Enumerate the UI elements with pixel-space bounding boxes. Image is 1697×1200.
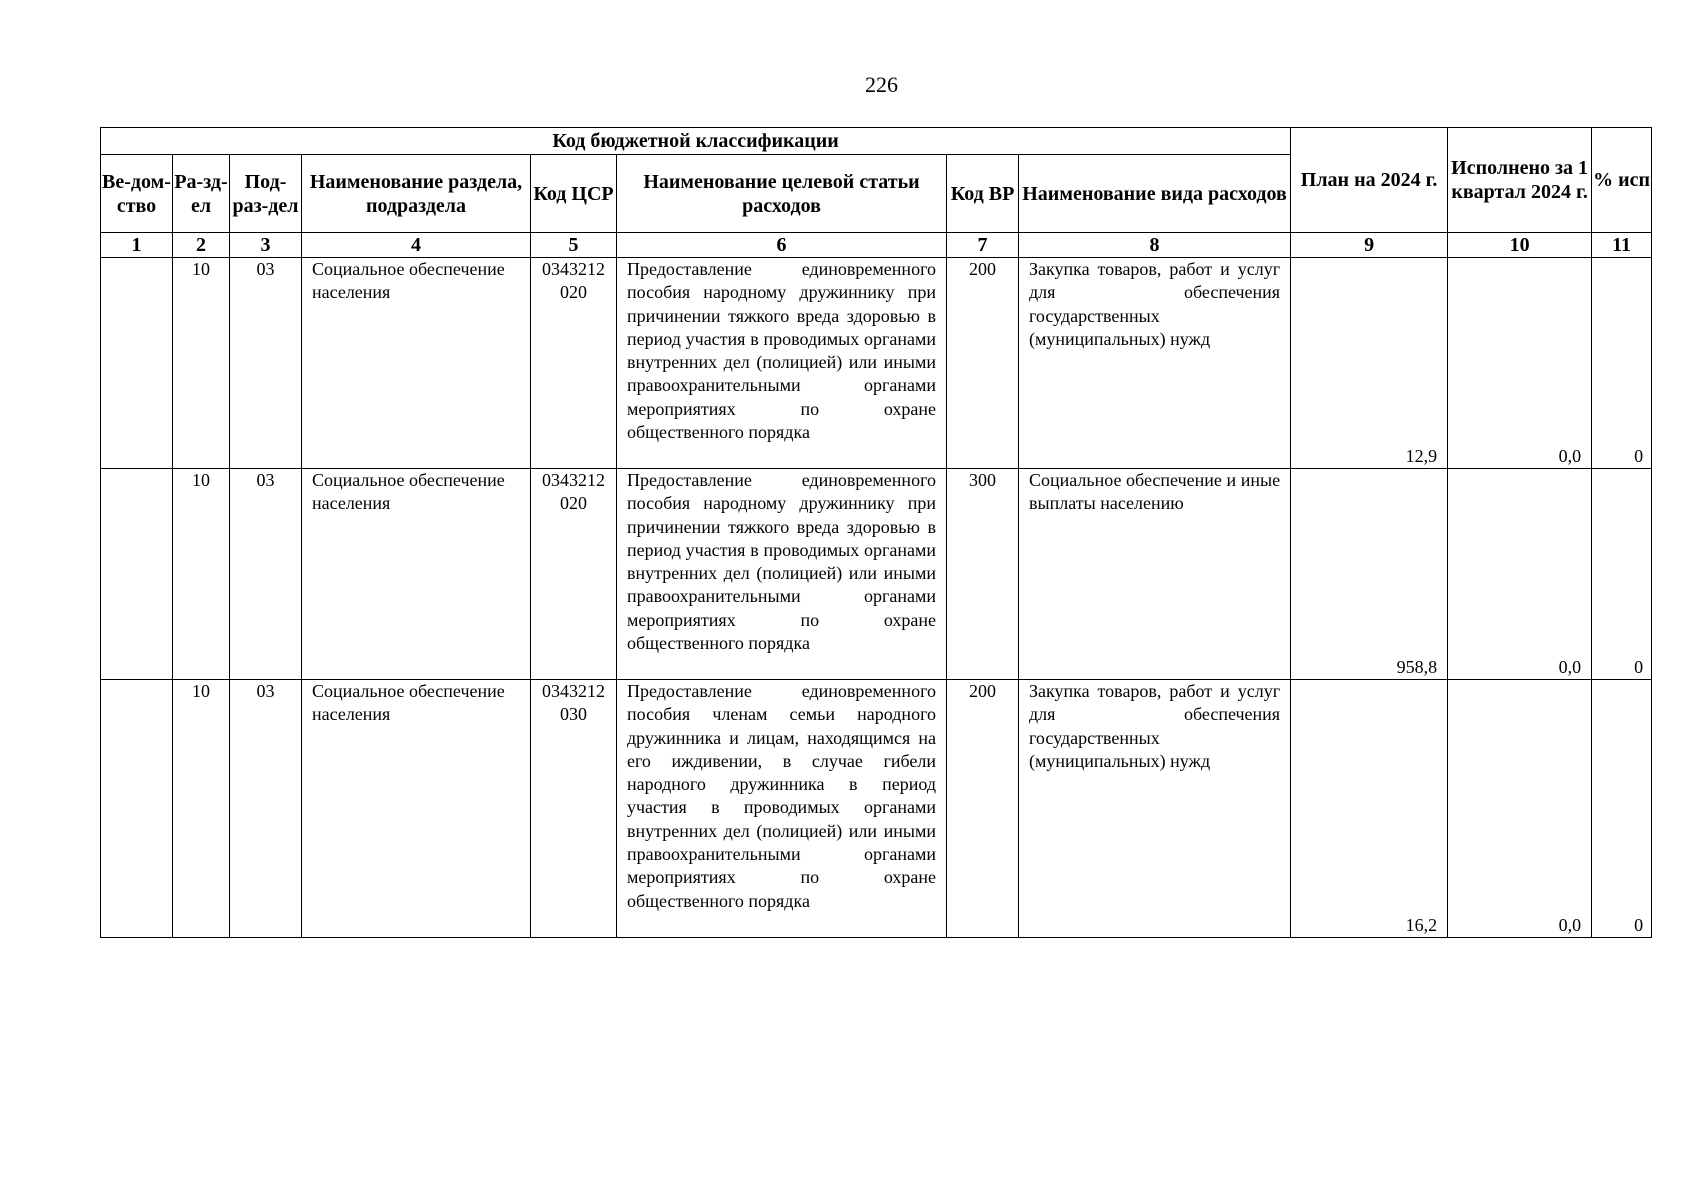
executed-cell: 0,0 bbox=[1448, 469, 1592, 680]
column-number: 2 bbox=[173, 233, 230, 258]
header-col-6: Наименование целевой статьи расходов bbox=[617, 155, 947, 233]
target-article-cell: Предоставление единовременного пособия народному дружиннику при причинении тяжкого вреда здоровью в период участия в проводимых органами внутренних дел (полицией) или иными правоохранительными органами мероприятиях по охране общественного порядка bbox=[617, 258, 947, 469]
percent-cell: 0 bbox=[1592, 258, 1652, 469]
column-number: 3 bbox=[230, 233, 302, 258]
header-col-4: Наименование раздела, подраздела bbox=[302, 155, 531, 233]
column-number: 10 bbox=[1448, 233, 1592, 258]
column-number: 1 bbox=[101, 233, 173, 258]
razdel-name-cell: Социальное обеспечение населения bbox=[302, 469, 531, 680]
column-number: 9 bbox=[1291, 233, 1448, 258]
podrazdel-cell: 03 bbox=[230, 469, 302, 680]
vedomstvo-cell bbox=[101, 680, 173, 938]
column-number: 7 bbox=[947, 233, 1019, 258]
page-number: 226 bbox=[865, 72, 898, 97]
header-col-3: Под-раз-дел bbox=[230, 155, 302, 233]
plan-cell: 16,2 bbox=[1291, 680, 1448, 938]
header-col-5: Код ЦСР bbox=[531, 155, 617, 233]
razdel-name-cell: Социальное обеспечение населения bbox=[302, 258, 531, 469]
header-col-10: Исполнено за 1 квартал 2024 г. bbox=[1448, 128, 1592, 233]
column-number-row bbox=[101, 233, 1652, 258]
header-col-2: Ра-зд-ел bbox=[173, 155, 230, 233]
percent-cell: 0 bbox=[1592, 469, 1652, 680]
plan-cell: 958,8 bbox=[1291, 469, 1448, 680]
vedomstvo-cell bbox=[101, 258, 173, 469]
header-group-title: Код бюджетной классификации bbox=[101, 128, 1291, 155]
csr-cell: 0343212030 bbox=[531, 680, 617, 938]
column-number: 11 bbox=[1592, 233, 1652, 258]
header-col-11: % исп bbox=[1592, 128, 1652, 233]
header-col-1: Ве-дом-ство bbox=[101, 155, 173, 233]
budget-table bbox=[100, 127, 1652, 938]
expense-type-cell: Социальное обеспечение и иные выплаты населению bbox=[1019, 469, 1291, 680]
table-row bbox=[101, 469, 1652, 680]
target-article-cell: Предоставление единовременного пособия членам семьи народного дружинника и лицам, находящимся на его иждивении, в случае гибели народного дружинника в период участия в проводимых органами внутренних дел (полицией) или иными правоохранительными органами мероприятиях по охране общественного порядка bbox=[617, 680, 947, 938]
csr-cell: 0343212020 bbox=[531, 258, 617, 469]
expense-type-cell: Закупка товаров, работ и услуг для обеспечения государственных (муниципальных) нужд bbox=[1019, 680, 1291, 938]
razdel-name-cell: Социальное обеспечение населения bbox=[302, 680, 531, 938]
header-col-9: План на 2024 г. bbox=[1291, 128, 1448, 233]
header-group-row bbox=[101, 128, 1652, 155]
column-number: 8 bbox=[1019, 233, 1291, 258]
column-number: 6 bbox=[617, 233, 947, 258]
razdel-cell: 10 bbox=[173, 469, 230, 680]
target-article-cell: Предоставление единовременного пособия народному дружиннику при причинении тяжкого вреда здоровью в период участия в проводимых органами внутренних дел (полицией) или иными правоохранительными органами мероприятиях по охране общественного порядка bbox=[617, 469, 947, 680]
vedomstvo-cell bbox=[101, 469, 173, 680]
column-number: 5 bbox=[531, 233, 617, 258]
podrazdel-cell: 03 bbox=[230, 258, 302, 469]
vr-cell: 200 bbox=[947, 680, 1019, 938]
header-col-8: Наименование вида расходов bbox=[1019, 155, 1291, 233]
vr-cell: 300 bbox=[947, 469, 1019, 680]
executed-cell: 0,0 bbox=[1448, 680, 1592, 938]
expense-type-cell: Закупка товаров, работ и услуг для обеспечения государственных (муниципальных) нужд bbox=[1019, 258, 1291, 469]
csr-cell: 0343212020 bbox=[531, 469, 617, 680]
vr-cell: 200 bbox=[947, 258, 1019, 469]
table-row bbox=[101, 680, 1652, 938]
header-col-7: Код ВР bbox=[947, 155, 1019, 233]
executed-cell: 0,0 bbox=[1448, 258, 1592, 469]
table-row bbox=[101, 258, 1652, 469]
podrazdel-cell: 03 bbox=[230, 680, 302, 938]
column-number: 4 bbox=[302, 233, 531, 258]
plan-cell: 12,9 bbox=[1291, 258, 1448, 469]
percent-cell: 0 bbox=[1592, 680, 1652, 938]
razdel-cell: 10 bbox=[173, 680, 230, 938]
razdel-cell: 10 bbox=[173, 258, 230, 469]
